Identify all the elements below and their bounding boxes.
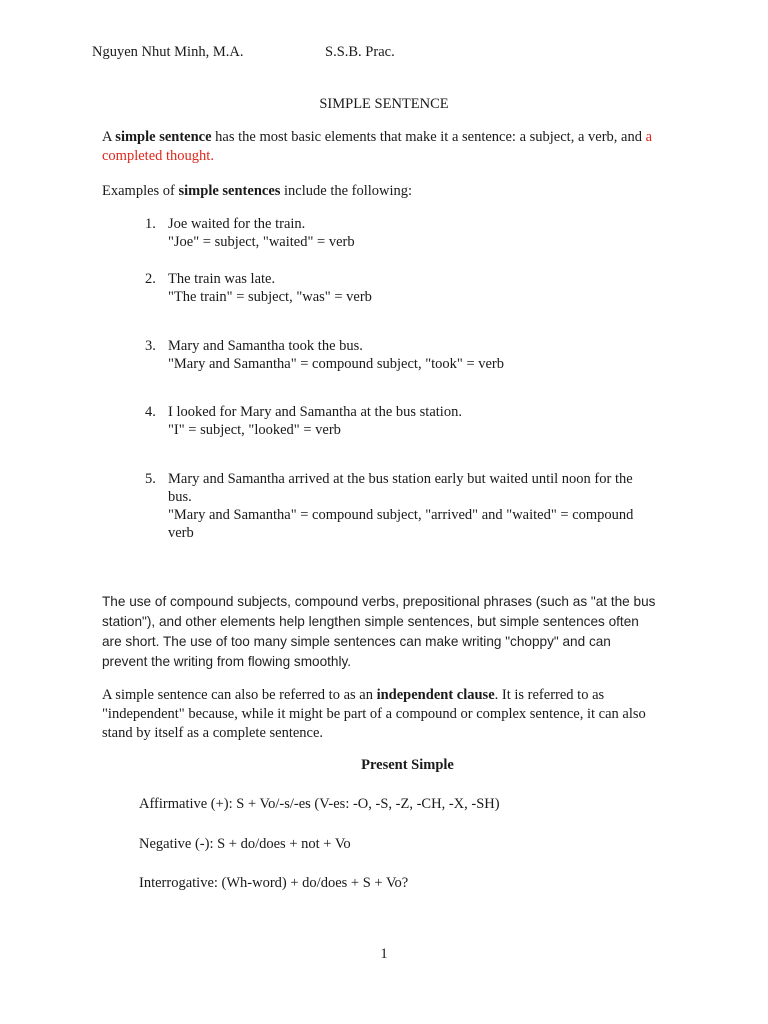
independent-clause-paragraph bbox=[102, 686, 647, 743]
intro-lead: A bbox=[102, 129, 116, 145]
intro-paragraph bbox=[102, 128, 672, 166]
example-item-2 bbox=[145, 270, 665, 306]
example-analysis: "Mary and Samantha" = compound subject, "arrived" and "waited" = compound verb bbox=[168, 507, 634, 541]
independent-lead: A simple sentence can also be referred to as an bbox=[102, 687, 377, 703]
example-sentence: Mary and Samantha took the bus. bbox=[168, 338, 363, 354]
interrogative-formula: Interrogative: (Wh-word) + do/does + S + Vo? bbox=[139, 875, 409, 891]
intro-term: simple sentence bbox=[115, 129, 212, 145]
author-name: Nguyen Nhut Minh, M.A. bbox=[92, 44, 244, 60]
negative-formula: Negative (-): S + do/does + not + Vo bbox=[139, 836, 351, 852]
example-number: 5. bbox=[145, 471, 156, 487]
examples-intro bbox=[102, 182, 672, 201]
example-sentence: The train was late. bbox=[168, 271, 276, 287]
independent-term: independent clause bbox=[376, 687, 495, 703]
example-item-1 bbox=[145, 215, 665, 251]
example-number: 1. bbox=[145, 216, 156, 232]
example-sentence: I looked for Mary and Samantha at the bus station. bbox=[168, 404, 462, 420]
examples-intro-term: simple sentences bbox=[178, 183, 281, 199]
intro-mid: has the most basic elements that make it a sentence: a subject, a verb, and bbox=[211, 129, 646, 145]
page-number: 1 bbox=[380, 946, 388, 962]
example-analysis: "I" = subject, "looked" = verb bbox=[168, 422, 341, 438]
example-analysis: "Mary and Samantha" = compound subject, "took" = verb bbox=[168, 356, 505, 372]
example-analysis: "The train" = subject, "was" = verb bbox=[168, 289, 372, 305]
example-item-5 bbox=[145, 470, 650, 542]
example-sentence: Mary and Samantha arrived at the bus station early but waited until noon for the bus. bbox=[168, 471, 633, 505]
example-analysis: "Joe" = subject, "waited" = verb bbox=[168, 234, 355, 250]
examples-intro-tail: include the following: bbox=[280, 183, 413, 199]
example-item-4 bbox=[145, 403, 665, 439]
example-item-3 bbox=[145, 337, 665, 373]
example-number: 4. bbox=[145, 404, 156, 420]
example-number: 3. bbox=[145, 338, 156, 354]
intro-highlight: a completed thought. bbox=[102, 129, 653, 164]
page-title: SIMPLE SENTENCE bbox=[319, 96, 449, 112]
examples-intro-lead: Examples of bbox=[102, 183, 179, 199]
compound-elements-paragraph: The use of compound subjects, compound verbs, prepositional phrases (such as "at the bus station"), and other elements help lengthen simple sentences, but simple sentences often are short. The use of too many simple sentences can make writing "choppy" and can prevent the writing from flowing smoothly. bbox=[102, 594, 656, 669]
affirmative-formula: Affirmative (+): S + Vo/-s/-es (V-es: -O, -S, -Z, -CH, -X, -SH) bbox=[139, 796, 500, 812]
present-simple-title: Present Simple bbox=[361, 757, 454, 773]
course-code: S.S.B. Prac. bbox=[325, 44, 395, 60]
independent-tail: . It is referred to as "independent" because, while it might be part of a compound or complex sentence, it can also stand by itself as a complete sentence. bbox=[102, 687, 646, 741]
example-sentence: Joe waited for the train. bbox=[168, 216, 306, 232]
example-number: 2. bbox=[145, 271, 156, 287]
